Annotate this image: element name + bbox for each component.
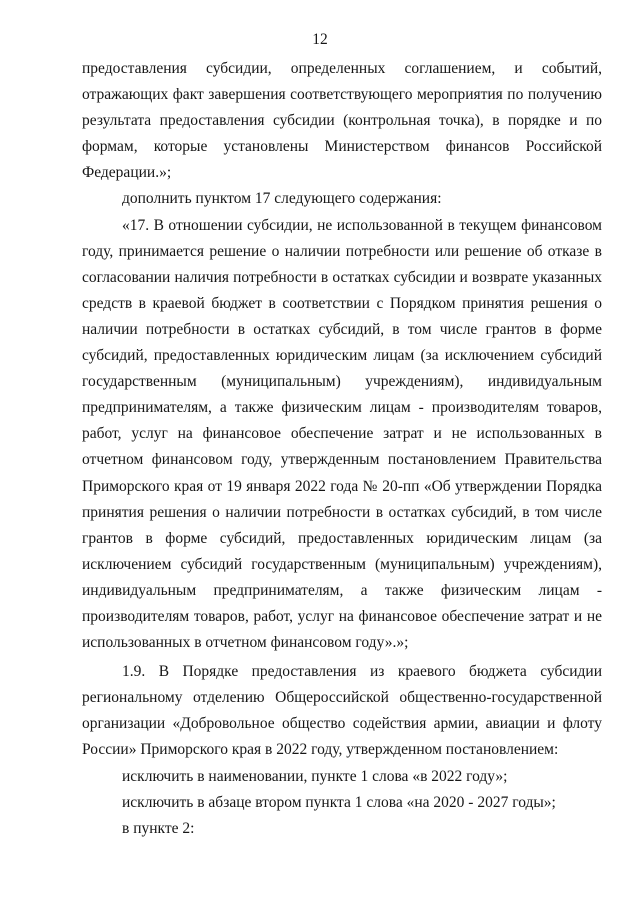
- paragraph-item-17: «17. В отношении субсидии, не использованной в текущем финансовом году, принимается решение о наличии потребности или решение об отказе в согласовании наличия потребности в остатках субсидии и возврате указанных средств в краевой бюджет в соответствии с Порядком принятия решения о наличии потребности в остатках субсидий, в том числе грантов в форме субсидий, предоставленных юридическим лицам (за исключением субсидий государственным (муниципальным) учреждениям), индивидуальным предпринимателям, а также физическим лицам - производителям товаров, работ, услуг на финансовое обеспечение затрат и не использованных в отчетном финансовом году, утвержденным постановлением Правительства Приморского края от 19 января 2022 года № 20-пп «Об утверждении Порядка принятия решения о наличии потребности в остатках субсидий, в том числе грантов в форме субсидий, предоставленных юридическим лицам (за исключением субсидий государственным (муниципальным) учреждениям), индивидуальным предпринимателям, а также физическим лицам - производителям товаров, работ, услуг на финансовое обеспечение затрат и не использованных в отчетном финансовом году».»;: [82, 216, 602, 652]
- paragraph-1-9: 1.9. В Порядке предоставления из краевого бюджета субсидии региональному отделению Общероссийской общественно-государственной организации «Добровольное общество содействия армии, авиации и флоту России» Приморского края в 2022 году, утвержденном постановлением:: [82, 663, 602, 759]
- paragraph-amendment-intro: дополнить пунктом 17 следующего содержания:: [122, 190, 442, 208]
- paragraph-continuation: предоставления субсидии, определенных соглашением, и событий, отражающих факт завершения соответствующего мероприятия по получению результата предоставления субсидии (контрольная точка), в порядке и по формам, которые установлены Министерством финансов Российской Федерации.»;: [82, 60, 602, 182]
- paragraph-item-2: в пункте 2:: [122, 819, 195, 837]
- page-number: 12: [312, 31, 328, 48]
- paragraph-exclude-abzac: исключить в абзаце втором пункта 1 слова «на 2020 - 2027 годы»;: [122, 793, 556, 811]
- paragraph-exclude-title: исключить в наименовании, пункте 1 слова «в 2022 году»;: [122, 767, 508, 785]
- document-body: [82, 56, 602, 842]
